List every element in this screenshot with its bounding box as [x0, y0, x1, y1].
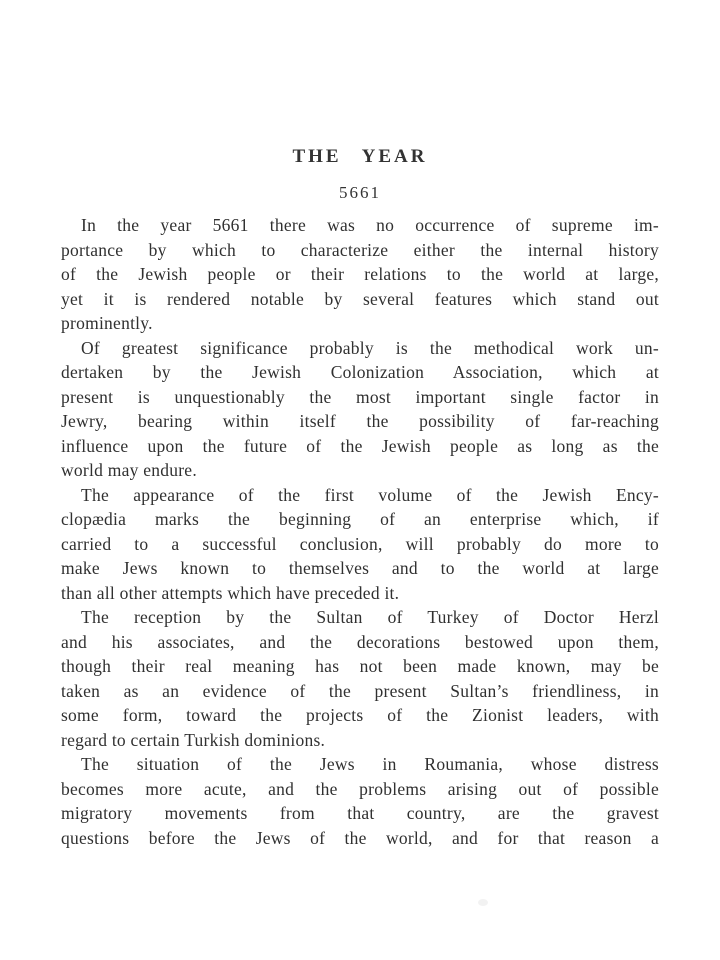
text-line: portance by which to characterize either the internal history — [61, 239, 659, 260]
text-line: regard to certain Turkish dominions. — [61, 729, 326, 750]
text-line: though their real meaning has not been made known, may be — [61, 656, 659, 676]
text-line: questions before the Jews of the world, and for that reason a — [61, 827, 659, 848]
text-line: Of greatest significance probably is the methodical work un- — [81, 337, 659, 358]
text-line: some form, toward the projects of the Zionist leaders, with — [61, 705, 659, 725]
page-subtitle: 5661 — [339, 183, 381, 202]
page-title: THE YEAR — [292, 146, 428, 167]
scan-smudge — [478, 899, 488, 906]
text-line: The situation of the Jews in Roumania, whose distress — [81, 754, 659, 774]
text-line: of the Jewish people or their relations to the world at large, — [61, 264, 659, 284]
text-line: world may endure. — [61, 460, 197, 480]
text-line: The appearance of the first volume of the Jewish Ency- — [81, 484, 659, 505]
text-line: clopædia marks the beginning of an enterprise which, if — [61, 509, 659, 529]
text-line: Jewry, bearing within itself the possibility of far-reaching — [61, 411, 659, 431]
text-line: dertaken by the Jewish Colonization Association, which at — [61, 362, 659, 382]
text-line: than all other attempts which have preceded it. — [61, 582, 400, 603]
text-line: and his associates, and the decorations bestowed upon them, — [61, 631, 659, 652]
text-line: yet it is rendered notable by several features which stand out — [61, 288, 659, 309]
text-line: carried to a successful conclusion, will probably do more to — [61, 533, 659, 554]
text-line: In the year 5661 there was no occurrence of supreme im- — [81, 215, 659, 235]
text-line: The reception by the Sultan of Turkey of Doctor Herzl — [81, 607, 659, 627]
text-line: influence upon the future of the Jewish people as long as the — [61, 435, 659, 456]
page-body — [61, 213, 659, 850]
text-line: present is unquestionably the most important single factor in — [61, 386, 659, 407]
text-line: prominently. — [61, 313, 153, 333]
text-line: migratory movements from that country, are the gravest — [61, 803, 659, 823]
text-line: becomes more acute, and the problems arising out of possible — [61, 778, 659, 799]
text-line: make Jews known to themselves and to the world at large — [61, 558, 659, 578]
text-line: taken as an evidence of the present Sultan’s friendliness, in — [61, 680, 659, 701]
